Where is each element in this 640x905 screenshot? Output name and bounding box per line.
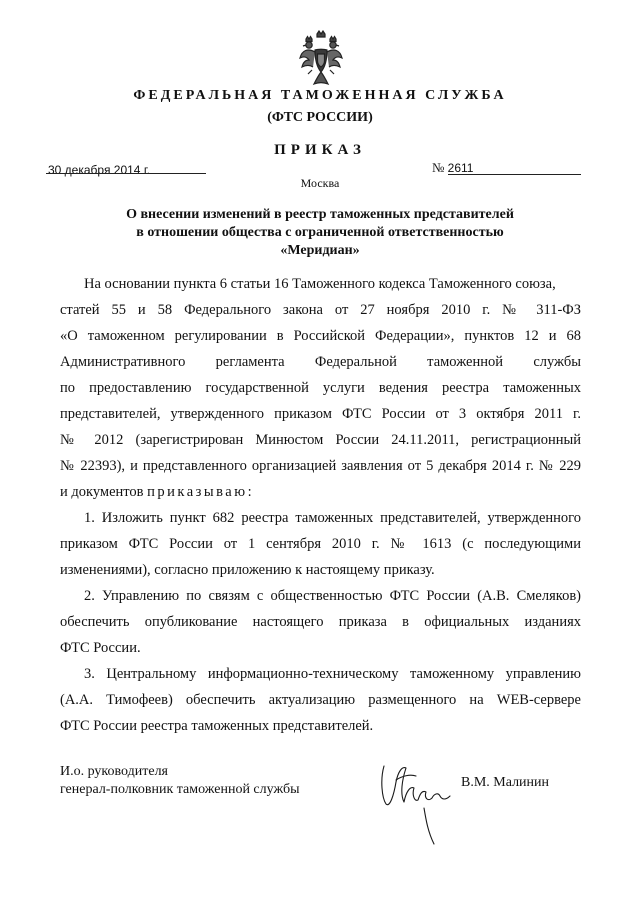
preamble-line: представителей, утвержденного приказом ФТС России от 3 октября 2011 г. [60, 406, 581, 422]
order-word: приказываю: [147, 484, 255, 500]
signatory-rank: генерал-полковник таможенной службы [60, 782, 300, 797]
order-subject [60, 206, 580, 260]
item-line: обеспечить опубликование настоящего приказа в официальных изданиях [60, 614, 581, 630]
number-value: 2611 [447, 161, 474, 175]
agency-name: ФЕДЕРАЛЬНАЯ ТАМОЖЕННАЯ СЛУЖБА [133, 88, 507, 103]
preamble-line: № 2012 (зарегистрирован Минюстом России 24.11.2011, регистрационный [60, 432, 581, 448]
document-type: ПРИКАЗ [274, 142, 366, 158]
item-line: (А.А. Тимофеев) обеспечить актуализацию размещенного на WEB-сервере [60, 692, 581, 708]
state-emblem-icon [298, 30, 344, 86]
item-line: 2. Управлению по связям с общественностью ФТС России (А.В. Смеляков) [84, 588, 581, 604]
preamble-line: статей 55 и 58 Федерального закона от 27 ноября 2010 г. № 311-ФЗ [60, 302, 581, 318]
subject-line: «Меридиан» [280, 243, 360, 258]
preamble-line: «О таможенном регулировании в Российской Федерации», пунктов 12 и 68 [60, 328, 581, 344]
subject-line: О внесении изменений в реестр таможенных представителей [126, 207, 514, 222]
signatory-name: В.М. Малинин [461, 775, 550, 790]
signatory-role: И.о. руководителя [60, 764, 169, 779]
date-underline [46, 173, 206, 174]
item-line: ФТС России реестра таможенных представителей. [60, 718, 374, 734]
handwritten-signature [376, 758, 456, 846]
item-line: 1. Изложить пункт 682 реестра таможенных представителей, утвержденного [84, 510, 581, 526]
preamble-prefix: и документов [60, 484, 144, 500]
subject-line: в отношении общества с ограниченной ответственностью [136, 225, 504, 240]
item-line: приказом ФТС России от 1 сентября 2010 г. № 1613 (с последующими [60, 536, 581, 552]
item-line: 3. Центральному информационно-техническому таможенному управлению [84, 666, 581, 682]
order-date: 30 декабря 2014 г. [48, 163, 151, 177]
item-line: изменениями), согласно приложению к настоящему приказу. [60, 562, 435, 578]
preamble-line: Административного регламента Федеральной таможенной службы [60, 354, 581, 370]
number-sign: № [432, 160, 445, 175]
agency-short-name: (ФТС РОССИИ) [267, 110, 373, 125]
city: Москва [300, 176, 340, 190]
number-underline [448, 174, 581, 175]
preamble-last-line [60, 484, 581, 501]
item-line: ФТС России. [60, 640, 141, 656]
preamble-line: На основании пункта 6 статьи 16 Таможенного кодекса Таможенного союза, [84, 276, 556, 292]
preamble-line: № 22393), и представленного организацией заявления от 5 декабря 2014 г. № 229 [60, 458, 581, 474]
preamble-line: по предоставлению государственной услуги ведения реестра таможенных [60, 380, 581, 396]
